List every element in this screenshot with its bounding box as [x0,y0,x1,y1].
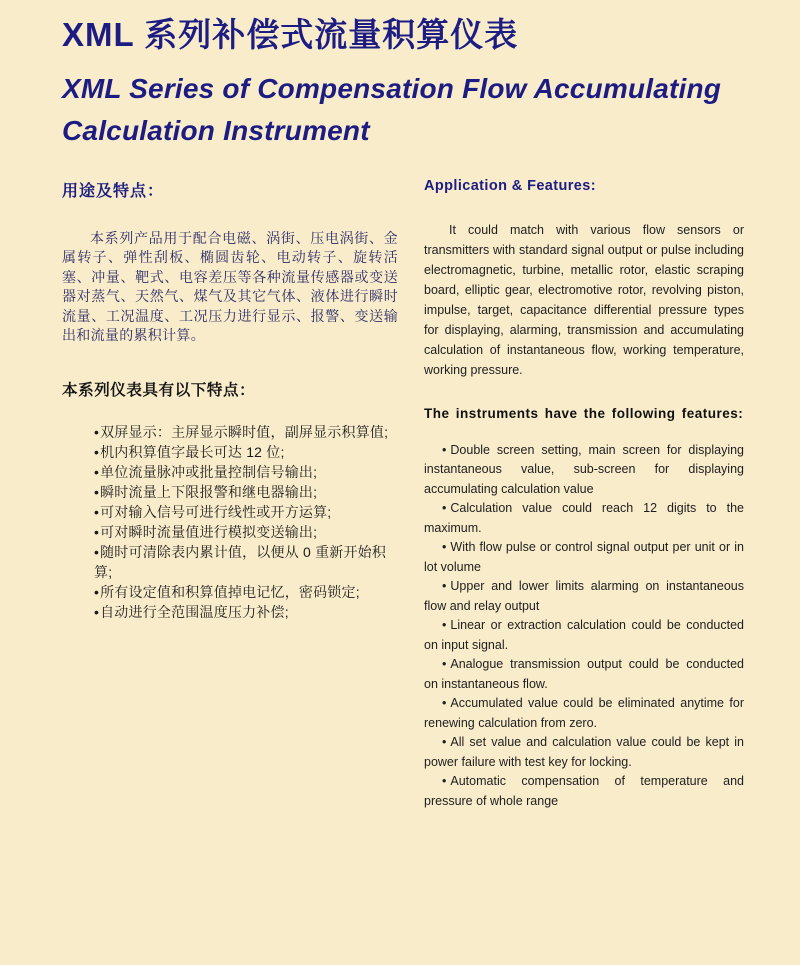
feature-item-en: • Calculation value could reach 12 digits to the maximum. [424,499,744,538]
feature-item-zh: • 机内积算值字最长可达 12 位; [94,442,398,462]
feature-item-zh: • 瞬时流量上下限报警和继电器输出; [94,482,398,502]
feature-item-en: • Linear or extraction calculation could be conducted on input signal. [424,616,744,655]
features-list-en [424,441,744,812]
feature-item-zh: • 所有设定值和积算值掉电记忆，密码锁定; [94,582,398,602]
features-heading-en: The instruments have the following features: [424,405,744,421]
features-list-zh [62,422,398,622]
content-columns [62,178,744,812]
page-title-english: XML Series of Compensation Flow Accumulating Calculation Instrument [62,72,722,146]
page-title-chinese: XML 系列补偿式流量积算仪表 [62,16,519,53]
column-english [424,178,744,812]
application-paragraph-zh: 本系列产品用于配合电磁、涡街、压电涡街、金属转子、弹性刮板、椭圆齿轮、电动转子、旋转活塞、冲量、靶式、电容差压等各种流量传感器或变送器对蒸气、天然气、煤气及其它气体、液体进行瞬时流量、工况温度、工况压力进行显示、报警、变送输出和流量的累积计算。 [62,229,398,344]
features-heading-zh: 本系列仪表具有以下特点： [62,381,256,399]
feature-item-zh: • 单位流量脉冲或批量控制信号输出; [94,462,398,482]
column-chinese [62,178,398,812]
feature-item-en: • With flow pulse or control signal output per unit or in lot volume [424,538,744,577]
feature-item-en: • Analogue transmission output could be conducted on instantaneous flow. [424,655,744,694]
feature-item-en: • All set value and calculation value could be kept in power failure with test key for locking. [424,733,744,772]
feature-item-zh: • 可对输入信号可进行线性或开方运算; [94,502,398,522]
feature-item-zh: • 自动进行全范围温度压力补偿; [94,602,398,622]
feature-item-zh: • 双屏显示：主屏显示瞬时值，副屏显示积算值; [94,422,398,442]
application-paragraph-en: It could match with various flow sensors or transmitters with standard signal output or pulse including electromagnetic, turbine, metallic rotor, elastic scraping board, elliptic gear, electromotive rotor, revolving piston, impulse, target, capacitance differential pressure types for displaying, alarming, transmission and accumulating calculation of instantaneous flow, working temperature, working pressure. [424,222,744,377]
application-heading-en: Application & Features: [424,177,596,194]
page-header [62,16,744,152]
application-heading-zh: 用途及特点： [62,182,165,200]
feature-item-en: • Accumulated value could be eliminated anytime for renewing calculation from zero. [424,694,744,733]
feature-item-en: • Automatic compensation of temperature and pressure of whole range [424,772,744,811]
feature-item-zh: • 随时可清除表内累计值，以便从 0 重新开始积算; [94,542,398,582]
feature-item-en: • Upper and lower limits alarming on instantaneous flow and relay output [424,577,744,616]
feature-item-zh: • 可对瞬时流量值进行模拟变送输出; [94,522,398,542]
feature-item-en: • Double screen setting, main screen for displaying instantaneous value, sub-screen for displaying accumulating calculation value [424,441,744,500]
